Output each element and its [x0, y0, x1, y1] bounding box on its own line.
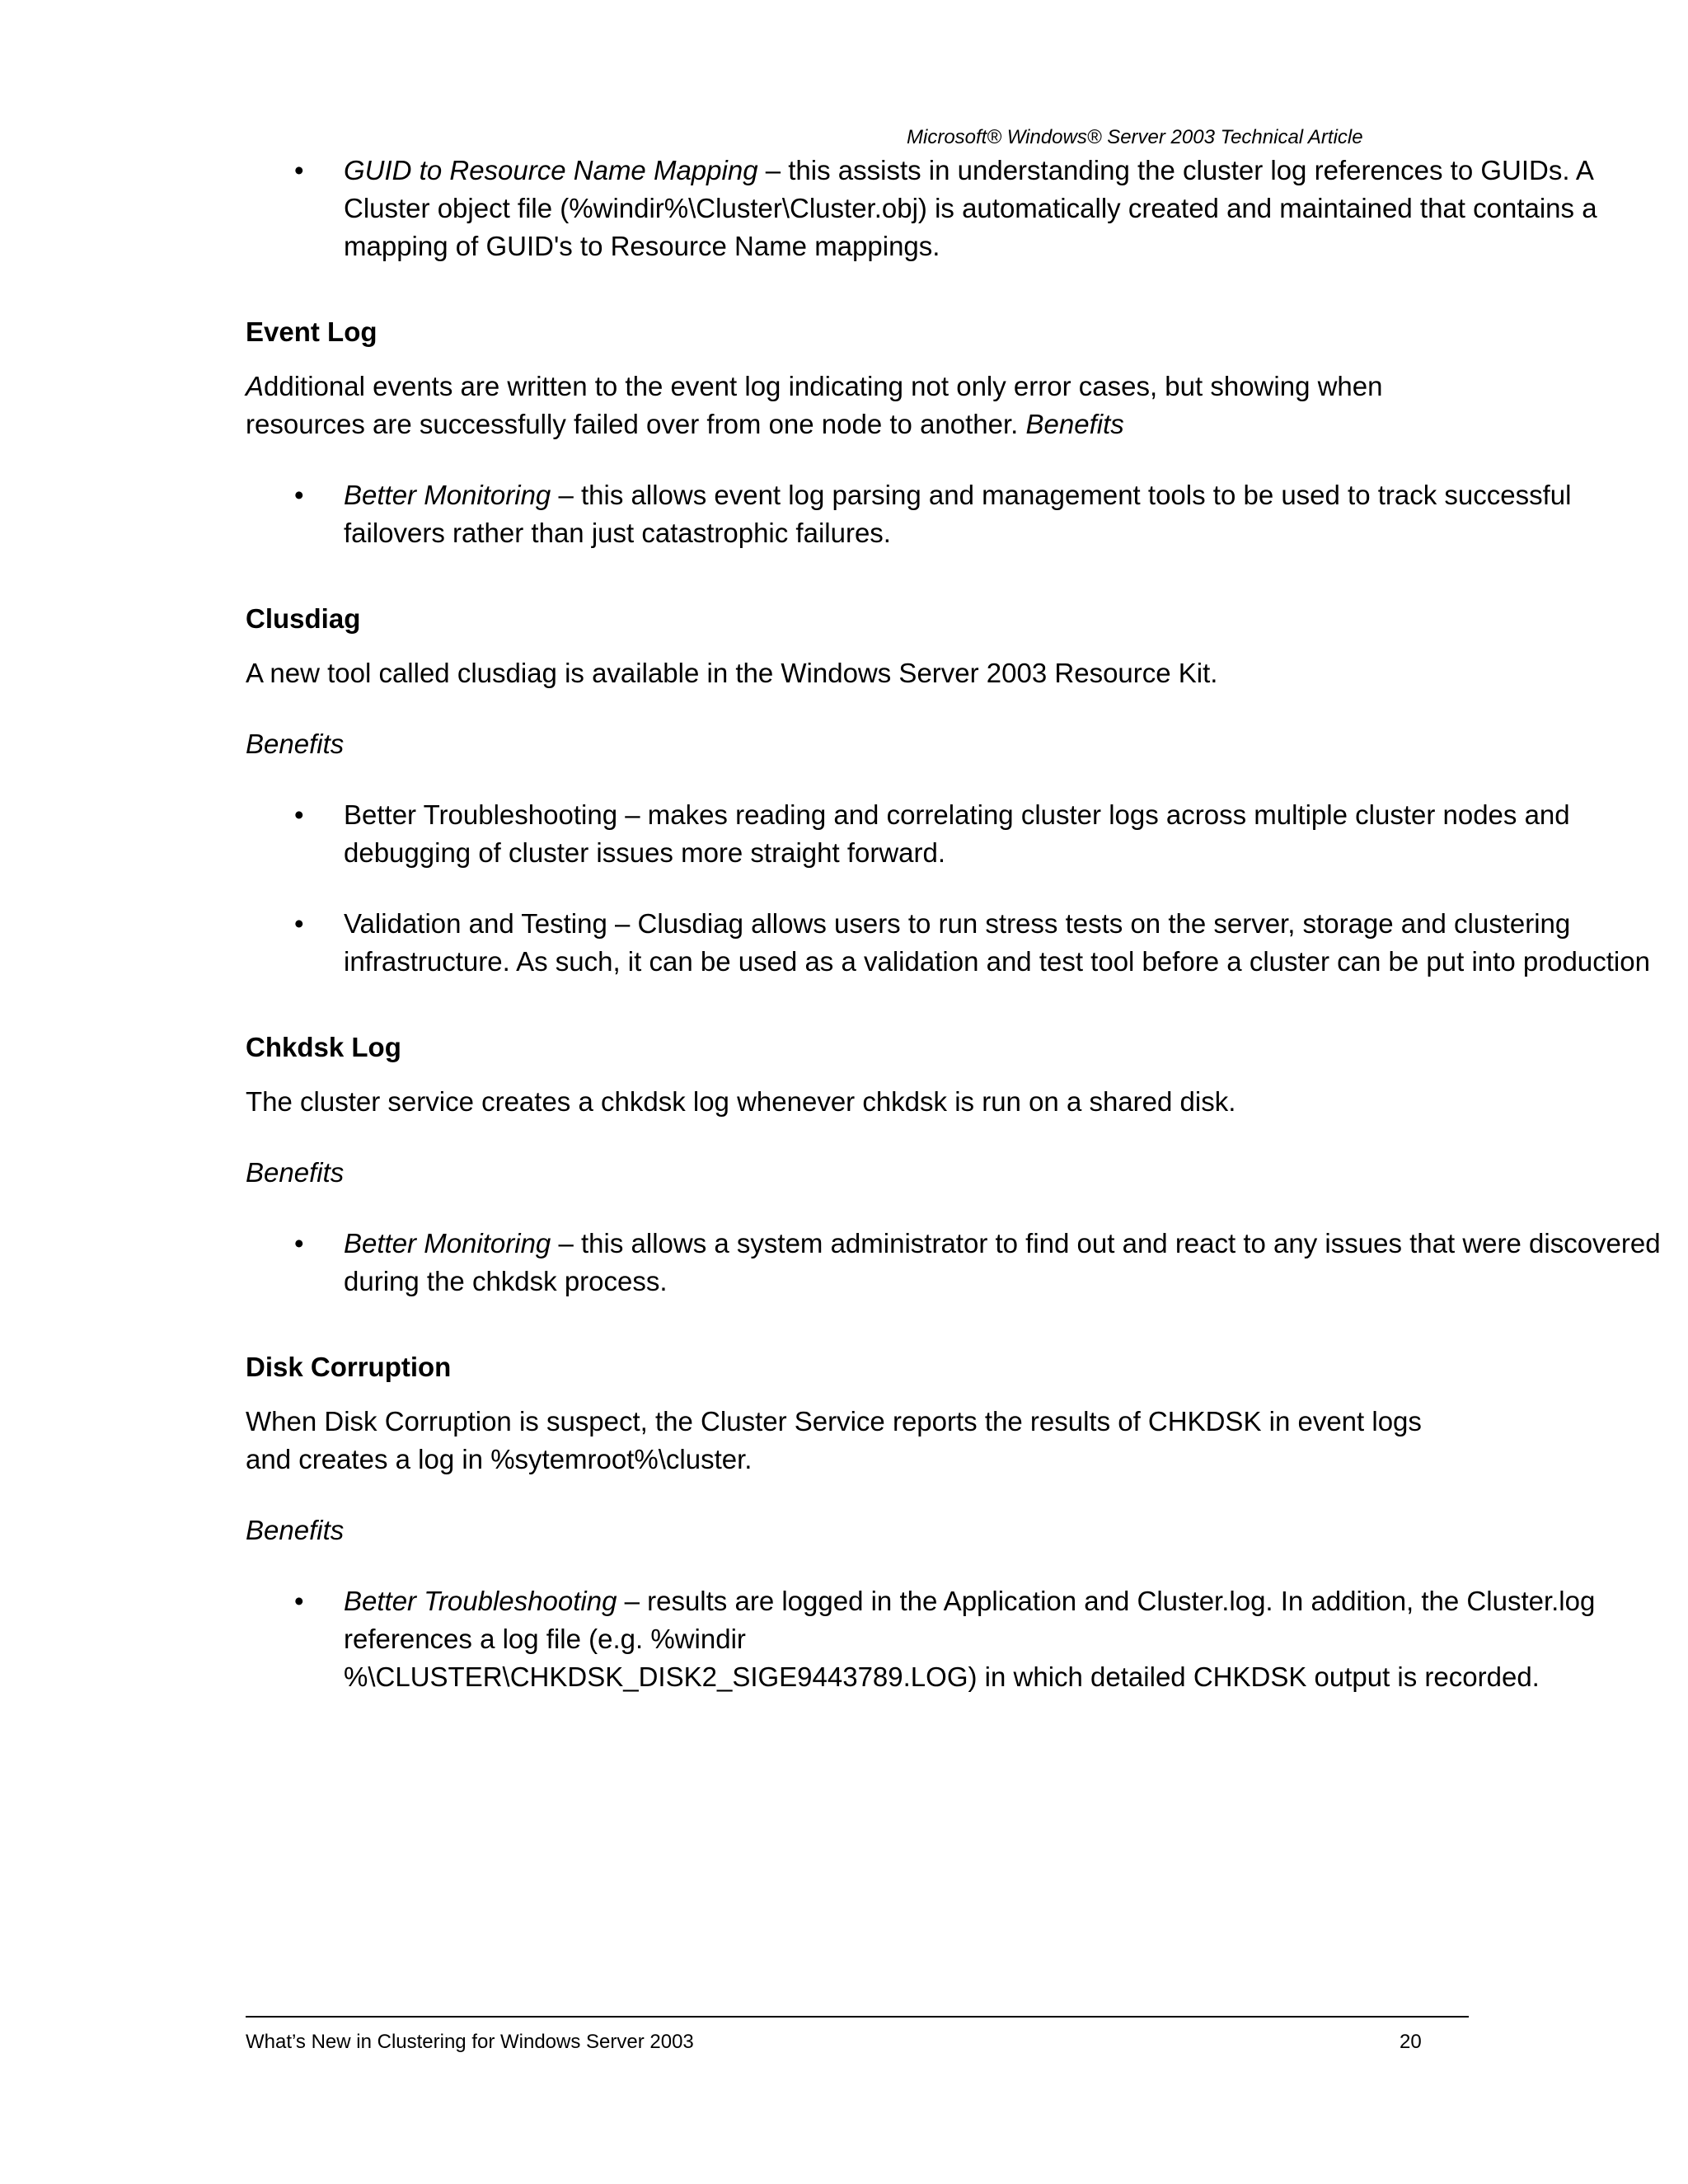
bullet-rest: – this allows event log parsing and management tools to be used to track successful failovers rather than just catastrophic failures.	[344, 480, 1572, 548]
bullet-guid-mapping	[246, 152, 1679, 265]
benefits-label: Benefits	[246, 1515, 345, 1545]
bullet-lead: Better Monitoring	[344, 1228, 551, 1258]
heading-event-log: Event Log	[246, 316, 377, 347]
bullet-validation-testing	[246, 905, 1679, 981]
paragraph-disk-corruption: When Disk Corruption is suspect, the Cluster Service reports the results of CHKDSK in event logs and creates a log in %sytemroot%\cluster.	[246, 1406, 1422, 1474]
bullet-lead: Better Monitoring	[344, 480, 551, 510]
paragraph-chkdsk-log: The cluster service creates a chkdsk log whenever chkdsk is run on a shared disk.	[246, 1086, 1236, 1117]
bullet-rest: – this allows a system administrator to find out and react to any issues that were discovered during the chkdsk process.	[344, 1228, 1661, 1296]
bullet-symbol: •	[294, 1228, 304, 1258]
bullet-rest-line2: %\CLUSTER\CHKDSK_DISK2_SIGE9443789.LOG) in which detailed CHKDSK output is recorded.	[344, 1661, 1540, 1692]
bullet-symbol: •	[294, 1586, 304, 1616]
bullet-better-troubleshooting-clusdiag	[246, 796, 1679, 872]
bullet-symbol: •	[294, 480, 304, 510]
bullet-better-monitoring-event-log	[246, 476, 1679, 552]
paragraph-event-log	[246, 368, 1449, 443]
bullet-lead: Better Troubleshooting	[344, 1586, 617, 1616]
benefits-label: Benefits	[246, 729, 345, 759]
footer-document-title: What’s New in Clustering for Windows Server 2003	[246, 2031, 694, 2053]
bullet-rest-line1: – results are logged in the Application and Cluster.log. In addition, the Cluster.log references a log file (e.g. %windir	[344, 1586, 1596, 1654]
bullet-rest: – this assists in understanding the cluster log references to GUIDs. A Cluster object file (%windir%\Cluster\Cluster.obj) is automatically created and maintained that contains a mapping of GUID's to Resource Name mappings.	[344, 155, 1597, 261]
heading-disk-corruption: Disk Corruption	[246, 1352, 452, 1382]
paragraph-clusdiag: A new tool called clusdiag is available in the Windows Server 2003 Resource Kit.	[246, 658, 1218, 688]
footer-divider	[246, 2016, 1469, 2018]
bullet-symbol: •	[294, 155, 304, 185]
bullet-lead: GUID to Resource Name Mapping	[344, 155, 758, 185]
bullet-text	[344, 1225, 1679, 1301]
bullet-text	[344, 152, 1679, 265]
bullet-text: Validation and Testing – Clusdiag allows users to run stress tests on the server, storage and clustering infrastructure. As such, it can be used as a validation and test tool before a cluster can be put into production	[344, 908, 1650, 977]
bullet-text	[344, 476, 1679, 552]
bullet-text: Better Troubleshooting – makes reading and correlating cluster logs across multiple cluster nodes and debugging of cluster issues more straight forward.	[344, 799, 1570, 868]
benefits-label: Benefits	[246, 1157, 345, 1188]
bullet-text	[344, 1582, 1679, 1696]
paragraph-first-letter: A	[246, 371, 265, 401]
benefits-label: Benefits	[1025, 409, 1124, 439]
bullet-better-troubleshooting-disk	[246, 1582, 1679, 1696]
paragraph-rest: dditional events are written to the event log indicating not only error cases, but showing when resources are successfully failed over from one node to another.	[246, 371, 1383, 439]
footer-page-number: 20	[1400, 2031, 1422, 2053]
bullet-symbol: •	[294, 799, 304, 830]
heading-chkdsk-log: Chkdsk Log	[246, 1032, 401, 1062]
document-body	[246, 152, 1661, 1696]
bullet-better-monitoring-chkdsk	[246, 1225, 1679, 1301]
bullet-symbol: •	[294, 908, 304, 939]
running-header: Microsoft® Windows® Server 2003 Technical Article	[907, 126, 1363, 148]
heading-clusdiag: Clusdiag	[246, 603, 361, 634]
